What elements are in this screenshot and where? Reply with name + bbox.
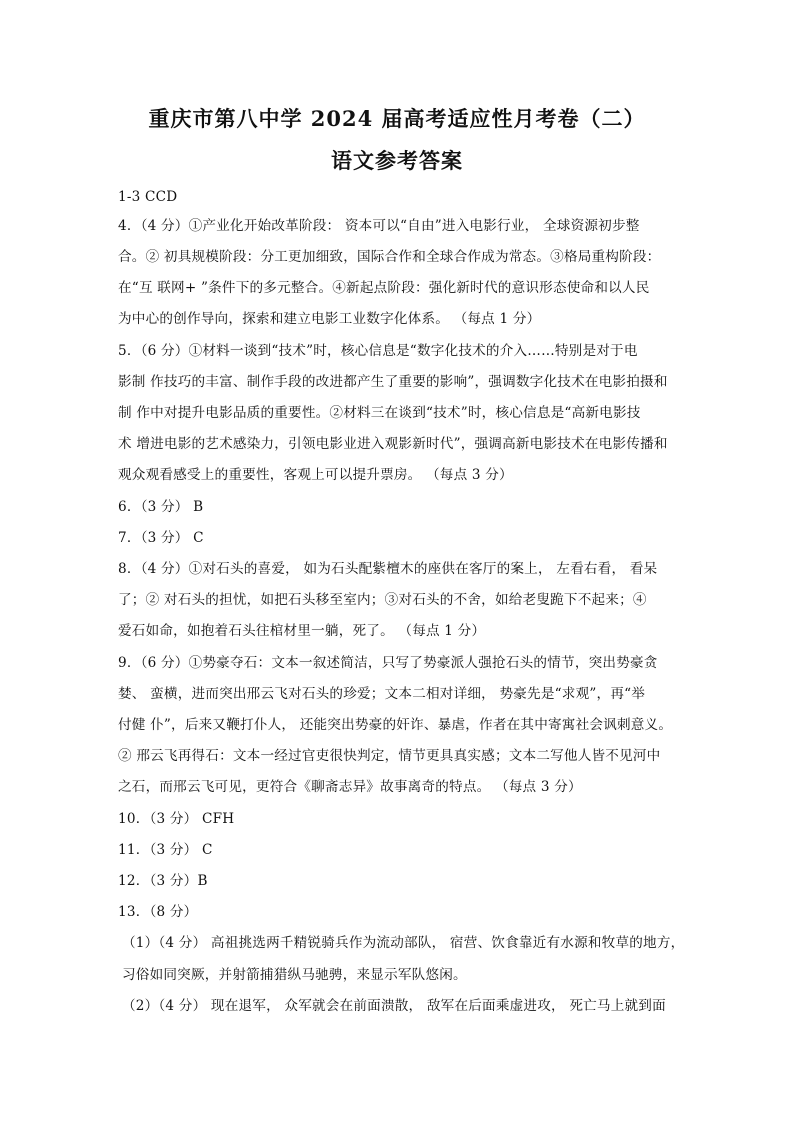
answer-line-9a: 9．（6 分）①势豪夺石：文本一叙述简洁，只写了势豪派人强抢石头的情节，突出势豪贪 [118, 655, 658, 671]
answer-line-13-1a: （1）（4 分） 高祖挑选两千精锐骑兵作为流动部队， 宿营、饮食靠近有水源和牧草的地方， [122, 935, 685, 951]
page-title: 重庆市第八中学 2024 届高考适应性月考卷（二） [148, 106, 646, 131]
answer-line-9d: ② 邢云飞再得石：文本一经过官吏很快判定，情节更具真实感；文本二写他人皆不见河中 [118, 748, 661, 764]
answer-line-5b: 影制 作技巧的丰富、制作手段的改进都产生了重要的影响”，强调数字化技术在电影拍摄和 [118, 374, 668, 390]
answer-line-12: 12．（3 分）B [118, 873, 208, 889]
answer-line-4a: 4．（4 分）①产业化开始改革阶段： 资本可以“自由”进入电影行业， 全球资源初步整 [118, 218, 640, 234]
answer-line-5e: 观众观看感受上的重要性，客观上可以提升票房。 （每点 3 分） [118, 467, 513, 483]
answer-line-8a: 8．（4 分）①对石头的喜爱， 如为石头配紫檀木的座供在客厅的案上， 左看右看， 看呆 [118, 561, 658, 577]
answer-line-4c: 在“互 联网+ ”条件下的多元整合。④新起点阶段：强化新时代的意识形态使命和以人民 [118, 280, 650, 296]
answer-line-1-3: 1-3 CCD [118, 189, 178, 205]
answer-line-6: 6．（3 分） B [118, 499, 204, 515]
answer-line-9c: 付健 仆”，后来又鞭打仆人， 还能突出势豪的奸诈、暴虐，作者在其中寄寓社会讽刺意义。 [118, 717, 673, 733]
page-subtitle: 语文参考答案 [331, 148, 463, 173]
answer-line-13-1b: 习俗如同突厥，并射箭捕猎纵马驰骋，来显示军队悠闲。 [122, 967, 467, 983]
answer-line-5d: 术 增进电影的艺术感染力，引领电影业进入观影新时代”，强调高新电影技术在电影传播和 [118, 436, 668, 452]
answer-line-4b: 合。② 初具规模阶段：分工更加细致，国际合作和全球合作成为常态。③格局重构阶段： [118, 249, 661, 265]
answer-line-13: 13．（8 分） [118, 904, 198, 920]
answer-line-8c: 爱石如命，如抱着石头往棺材里一躺，死了。 （每点 1 分） [118, 623, 486, 639]
answer-line-5c: 制 作中对提升电影品质的重要性。②材料三在谈到“技术”时，核心信息是“高新电影技 [118, 405, 641, 421]
answer-line-11: 11．（3 分） C [118, 842, 213, 858]
answer-line-4d: 为中心的创作导向，探索和建立电影工业数字化体系。 （每点 1 分） [118, 311, 541, 327]
answer-line-8b: 了；② 对石头的担忧，如把石头移至室内；③对石头的不舍，如给老叟跪下不起来；④ [118, 592, 647, 608]
answer-line-13-2a: （2）（4 分） 现在退军， 众军就会在前面溃散， 敌军在后面乘虚进攻， 死亡马上就到面 [122, 998, 666, 1014]
answer-line-9e: 之石，而邢云飞可见，更符合《聊斋志异》故事离奇的特点。 （每点 3 分） [118, 779, 582, 795]
answer-line-10: 10．（3 分） CFH [118, 811, 235, 827]
answer-line-7: 7．（3 分） C [118, 530, 204, 546]
answer-line-5a: 5．（6 分）①材料一谈到“技术”时，核心信息是“数字化技术的介入……特别是对于电 [118, 343, 638, 359]
answer-line-9b: 婪、 蛮横，进而突出邢云飞对石头的珍爱；文本二相对详细， 势豪先是“求观”，再“举 [118, 686, 646, 702]
